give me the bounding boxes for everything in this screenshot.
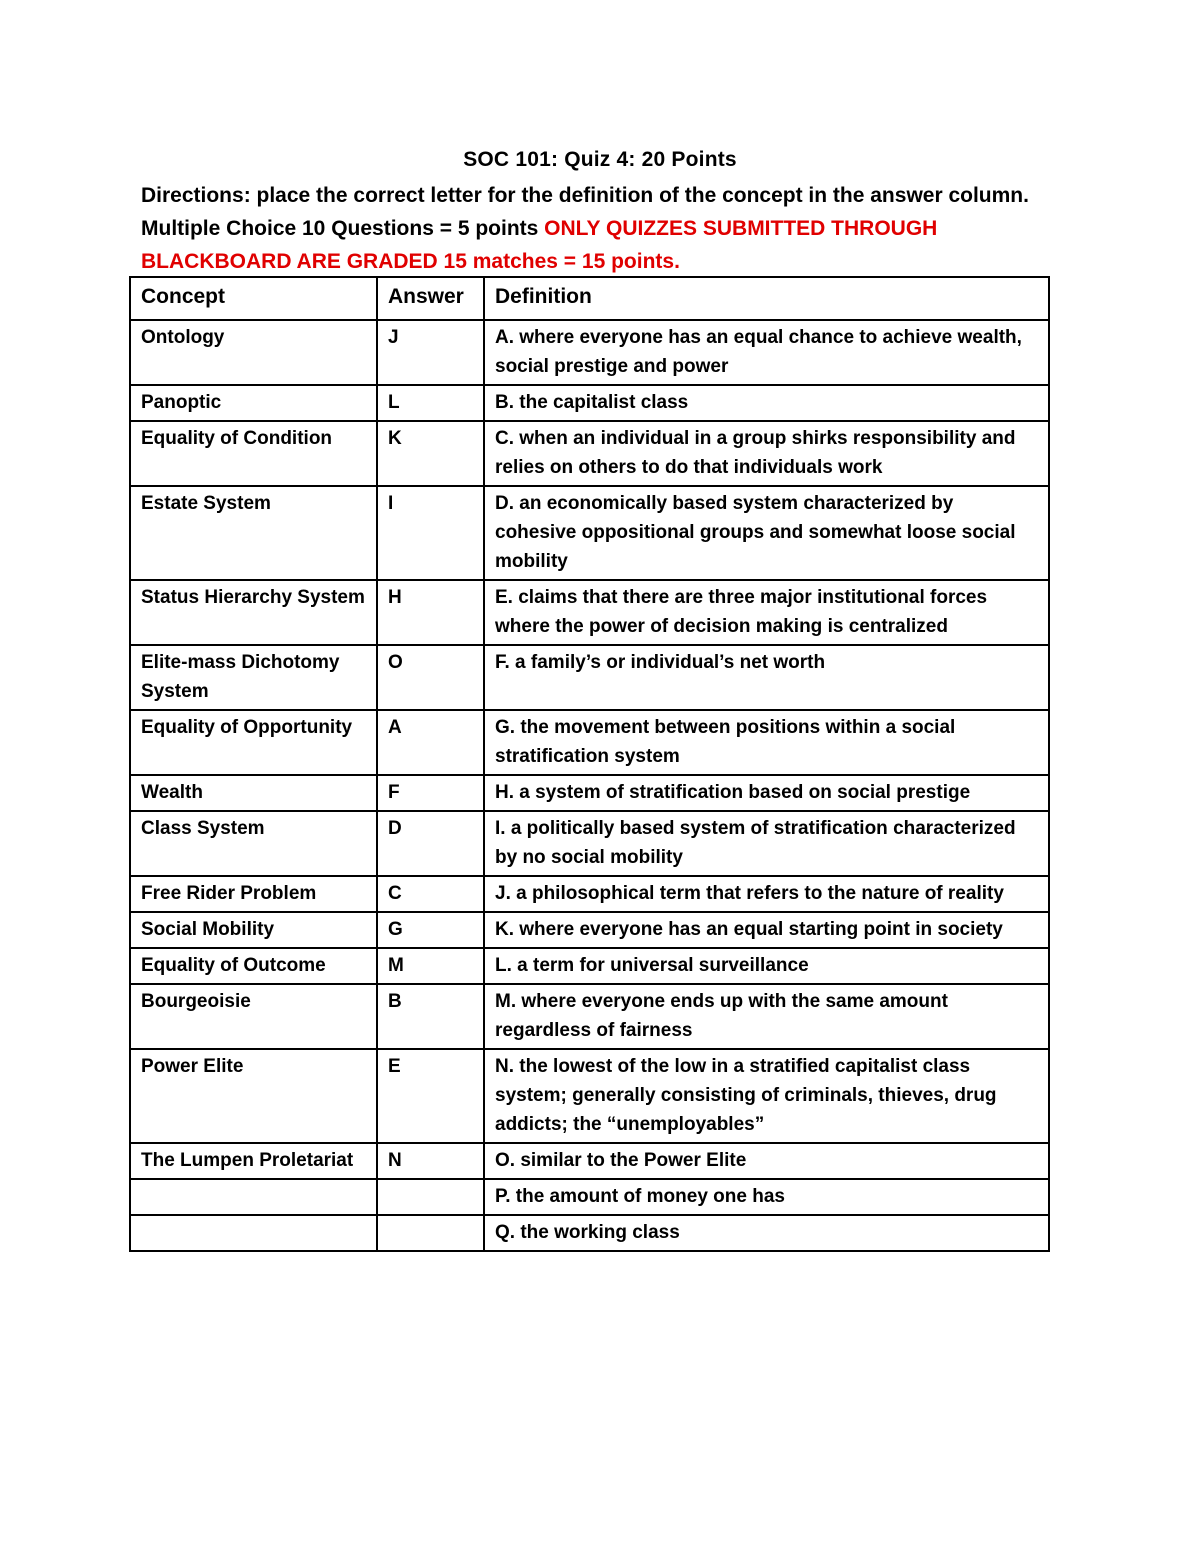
definition-cell: P. the amount of money one has: [484, 1179, 1049, 1215]
answer-cell: [377, 1179, 484, 1215]
definition-cell: D. an economically based system characterized by cohesive oppositional groups and somewhat loose social mobility: [484, 486, 1049, 580]
table-row: [130, 486, 1049, 580]
definition-cell: I. a politically based system of stratification characterized by no social mobility: [484, 811, 1049, 876]
definition-cell: F. a family’s or individual’s net worth: [484, 645, 1049, 710]
definition-cell: J. a philosophical term that refers to the nature of reality: [484, 876, 1049, 912]
concept-cell: Wealth: [130, 775, 377, 811]
answer-cell: I: [377, 486, 484, 580]
answer-cell: M: [377, 948, 484, 984]
concept-cell: Class System: [130, 811, 377, 876]
definition-cell: K. where everyone has an equal starting point in society: [484, 912, 1049, 948]
directions-warning-text: ONLY QUIZZES SUBMITTED THROUGH BLACKBOARD ARE GRADED 15 matches = 15 points.: [141, 217, 938, 273]
answer-cell: [377, 1215, 484, 1251]
table-row: [130, 876, 1049, 912]
definition-cell: C. when an individual in a group shirks responsibility and relies on others to do that individuals work: [484, 421, 1049, 486]
table-row: [130, 811, 1049, 876]
answer-cell: H: [377, 580, 484, 645]
concept-cell: Equality of Condition: [130, 421, 377, 486]
table-row: [130, 1179, 1049, 1215]
definition-cell: H. a system of stratification based on social prestige: [484, 775, 1049, 811]
table-row: [130, 645, 1049, 710]
concept-cell: Estate System: [130, 486, 377, 580]
concept-cell: Panoptic: [130, 385, 377, 421]
quiz-table: [129, 276, 1050, 1252]
table-row: [130, 320, 1049, 385]
definition-cell: Q. the working class: [484, 1215, 1049, 1251]
table-row: [130, 948, 1049, 984]
definition-cell: A. where everyone has an equal chance to achieve wealth, social prestige and power: [484, 320, 1049, 385]
table-row: [130, 421, 1049, 486]
concept-cell: Bourgeoisie: [130, 984, 377, 1049]
answer-cell: K: [377, 421, 484, 486]
concept-cell: Free Rider Problem: [130, 876, 377, 912]
definition-cell: O. similar to the Power Elite: [484, 1143, 1049, 1179]
concept-cell: Equality of Outcome: [130, 948, 377, 984]
concept-cell: Power Elite: [130, 1049, 377, 1143]
table-row: [130, 1143, 1049, 1179]
header-answer: Answer: [377, 277, 484, 320]
answer-cell: A: [377, 710, 484, 775]
table-row: [130, 984, 1049, 1049]
concept-cell: Status Hierarchy System: [130, 580, 377, 645]
directions-text: Directions: place the correct letter for the definition of the concept in the answer column. Multiple Choice 10 Questions = 5 points: [141, 184, 1029, 240]
definition-cell: E. claims that there are three major institutional forces where the power of decision making is centralized: [484, 580, 1049, 645]
answer-cell: G: [377, 912, 484, 948]
answer-cell: E: [377, 1049, 484, 1143]
answer-cell: L: [377, 385, 484, 421]
answer-cell: F: [377, 775, 484, 811]
concept-cell: [130, 1179, 377, 1215]
definition-cell: M. where everyone ends up with the same amount regardless of fairness: [484, 984, 1049, 1049]
answer-cell: O: [377, 645, 484, 710]
definition-cell: N. the lowest of the low in a stratified capitalist class system; generally consisting of criminals, thieves, drug addicts; the “unemployables”: [484, 1049, 1049, 1143]
concept-cell: [130, 1215, 377, 1251]
page-title: SOC 101: Quiz 4: 20 Points: [463, 148, 737, 171]
definition-cell: G. the movement between positions within a social stratification system: [484, 710, 1049, 775]
answer-cell: J: [377, 320, 484, 385]
table-row: [130, 710, 1049, 775]
table-header-row: [130, 277, 1049, 320]
table-row: [130, 912, 1049, 948]
table-row: [130, 1215, 1049, 1251]
definition-cell: B. the capitalist class: [484, 385, 1049, 421]
answer-cell: D: [377, 811, 484, 876]
header-definition: Definition: [484, 277, 1049, 320]
answer-cell: N: [377, 1143, 484, 1179]
definition-cell: L. a term for universal surveillance: [484, 948, 1049, 984]
concept-cell: The Lumpen Proletariat: [130, 1143, 377, 1179]
header-concept: Concept: [130, 277, 377, 320]
concept-cell: Equality of Opportunity: [130, 710, 377, 775]
directions-paragraph: [141, 179, 1041, 278]
table-row: [130, 1049, 1049, 1143]
concept-cell: Ontology: [130, 320, 377, 385]
answer-cell: C: [377, 876, 484, 912]
concept-cell: Elite-mass Dichotomy System: [130, 645, 377, 710]
table-row: [130, 385, 1049, 421]
concept-cell: Social Mobility: [130, 912, 377, 948]
table-row: [130, 580, 1049, 645]
table-row: [130, 775, 1049, 811]
answer-cell: B: [377, 984, 484, 1049]
